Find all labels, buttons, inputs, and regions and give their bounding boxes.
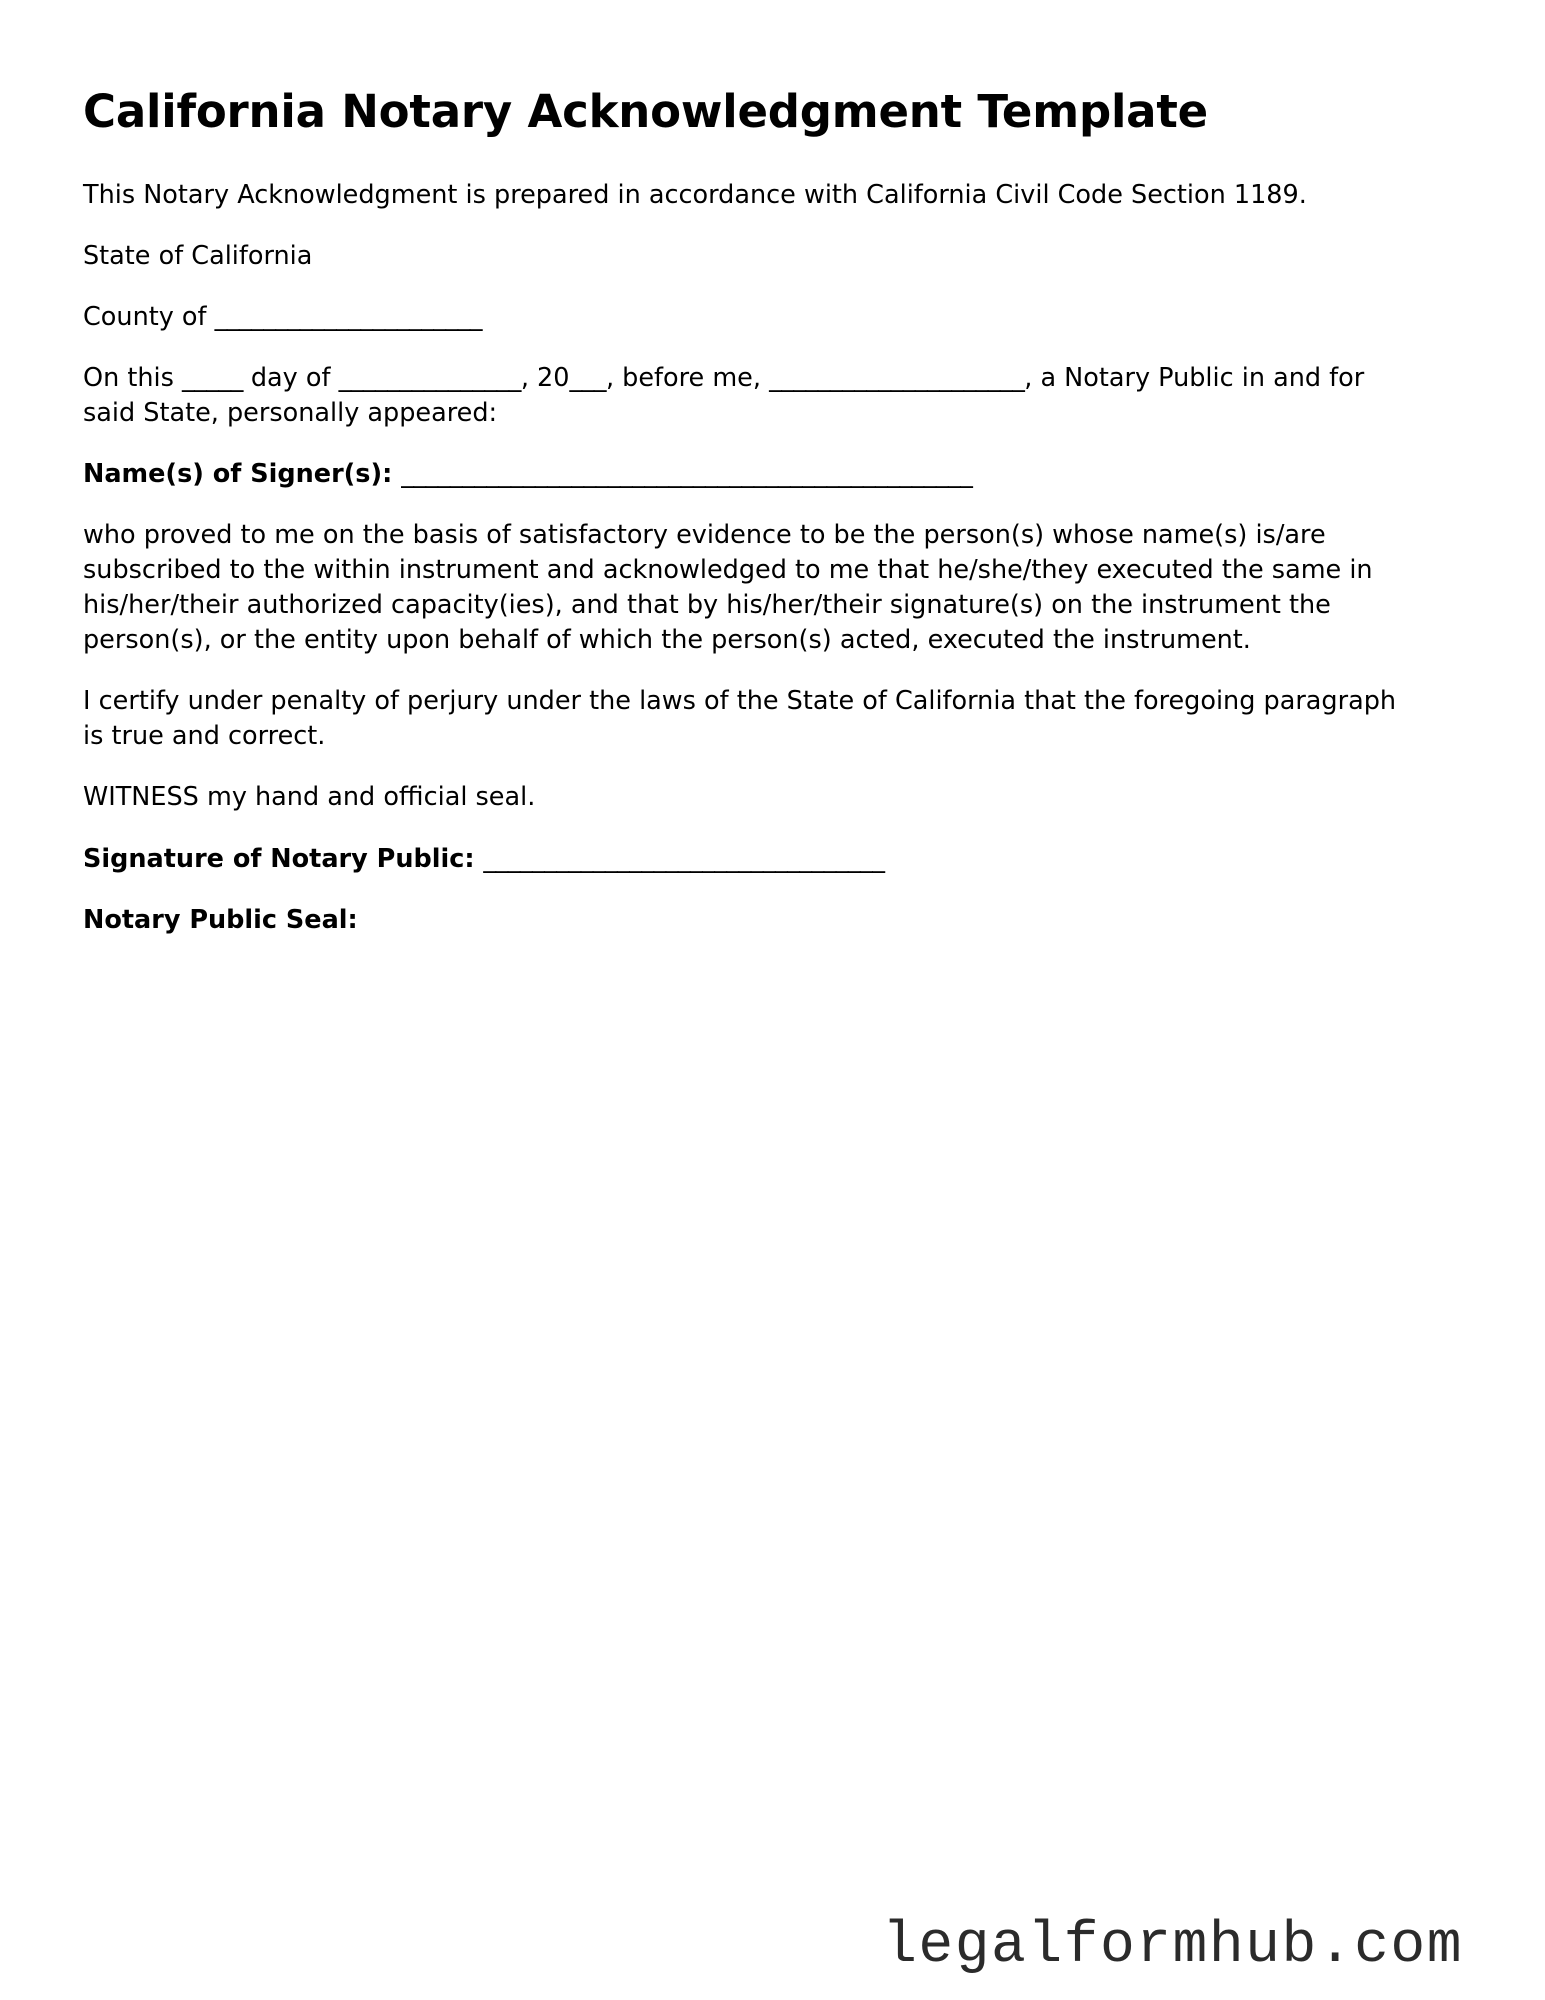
- notary-name-blank[interactable]: _____________________: [769, 363, 1025, 394]
- page-title: California Notary Acknowledgment Template: [83, 85, 1208, 138]
- appearance-text-part4: , before me,: [605, 363, 770, 394]
- county-label: County of: [83, 302, 215, 333]
- appearance-text-part5: , a Notary Public in and for said State, personally appeared:: [83, 363, 1365, 429]
- appearance-paragraph: [83, 361, 1423, 431]
- signer-name-field: [83, 457, 1423, 492]
- day-blank[interactable]: _____: [181, 363, 243, 394]
- appearance-text-part2: day of: [242, 363, 339, 394]
- notary-seal-label: Notary Public Seal:: [83, 905, 358, 936]
- month-blank[interactable]: _______________: [338, 363, 521, 394]
- county-blank[interactable]: ______________________: [214, 302, 482, 333]
- year-blank[interactable]: ___: [569, 363, 606, 394]
- intro-paragraph: This Notary Acknowledgment is prepared in accordance with California Civil Code Section 1189.: [83, 180, 1307, 211]
- state-line: State of California: [83, 241, 313, 272]
- witness-line: WITNESS my hand and official seal.: [83, 782, 536, 813]
- footer-watermark: legalformhub.com: [882, 1914, 1463, 1979]
- appearance-text-part1: On this: [83, 363, 182, 394]
- notary-signature-label: Signature of Notary Public:: [83, 844, 484, 875]
- notary-signature-field: [83, 842, 1423, 877]
- document-content: [83, 86, 1423, 938]
- signer-name-blank[interactable]: _______________________________________________: [401, 459, 973, 490]
- appearance-text-part3: , 20: [520, 363, 570, 394]
- certification-paragraph: I certify under penalty of perjury under the laws of the State of California that the foregoing paragraph is true and correct.: [83, 686, 1397, 752]
- notary-signature-blank[interactable]: _________________________________: [483, 844, 885, 875]
- county-field: [83, 300, 1423, 335]
- signer-name-label: Name(s) of Signer(s):: [83, 459, 402, 490]
- acknowledgment-body-paragraph: who proved to me on the basis of satisfactory evidence to be the person(s) whose name(s) is/are subscribed to the within instrument and acknowledged to me that he/she/they executed the same in his/her/their authorized capacity(ies), and that by his/her/their signature(s) on the instrument the person(s), or the entity upon behalf of which the person(s) acted, executed the instrument.: [83, 520, 1373, 656]
